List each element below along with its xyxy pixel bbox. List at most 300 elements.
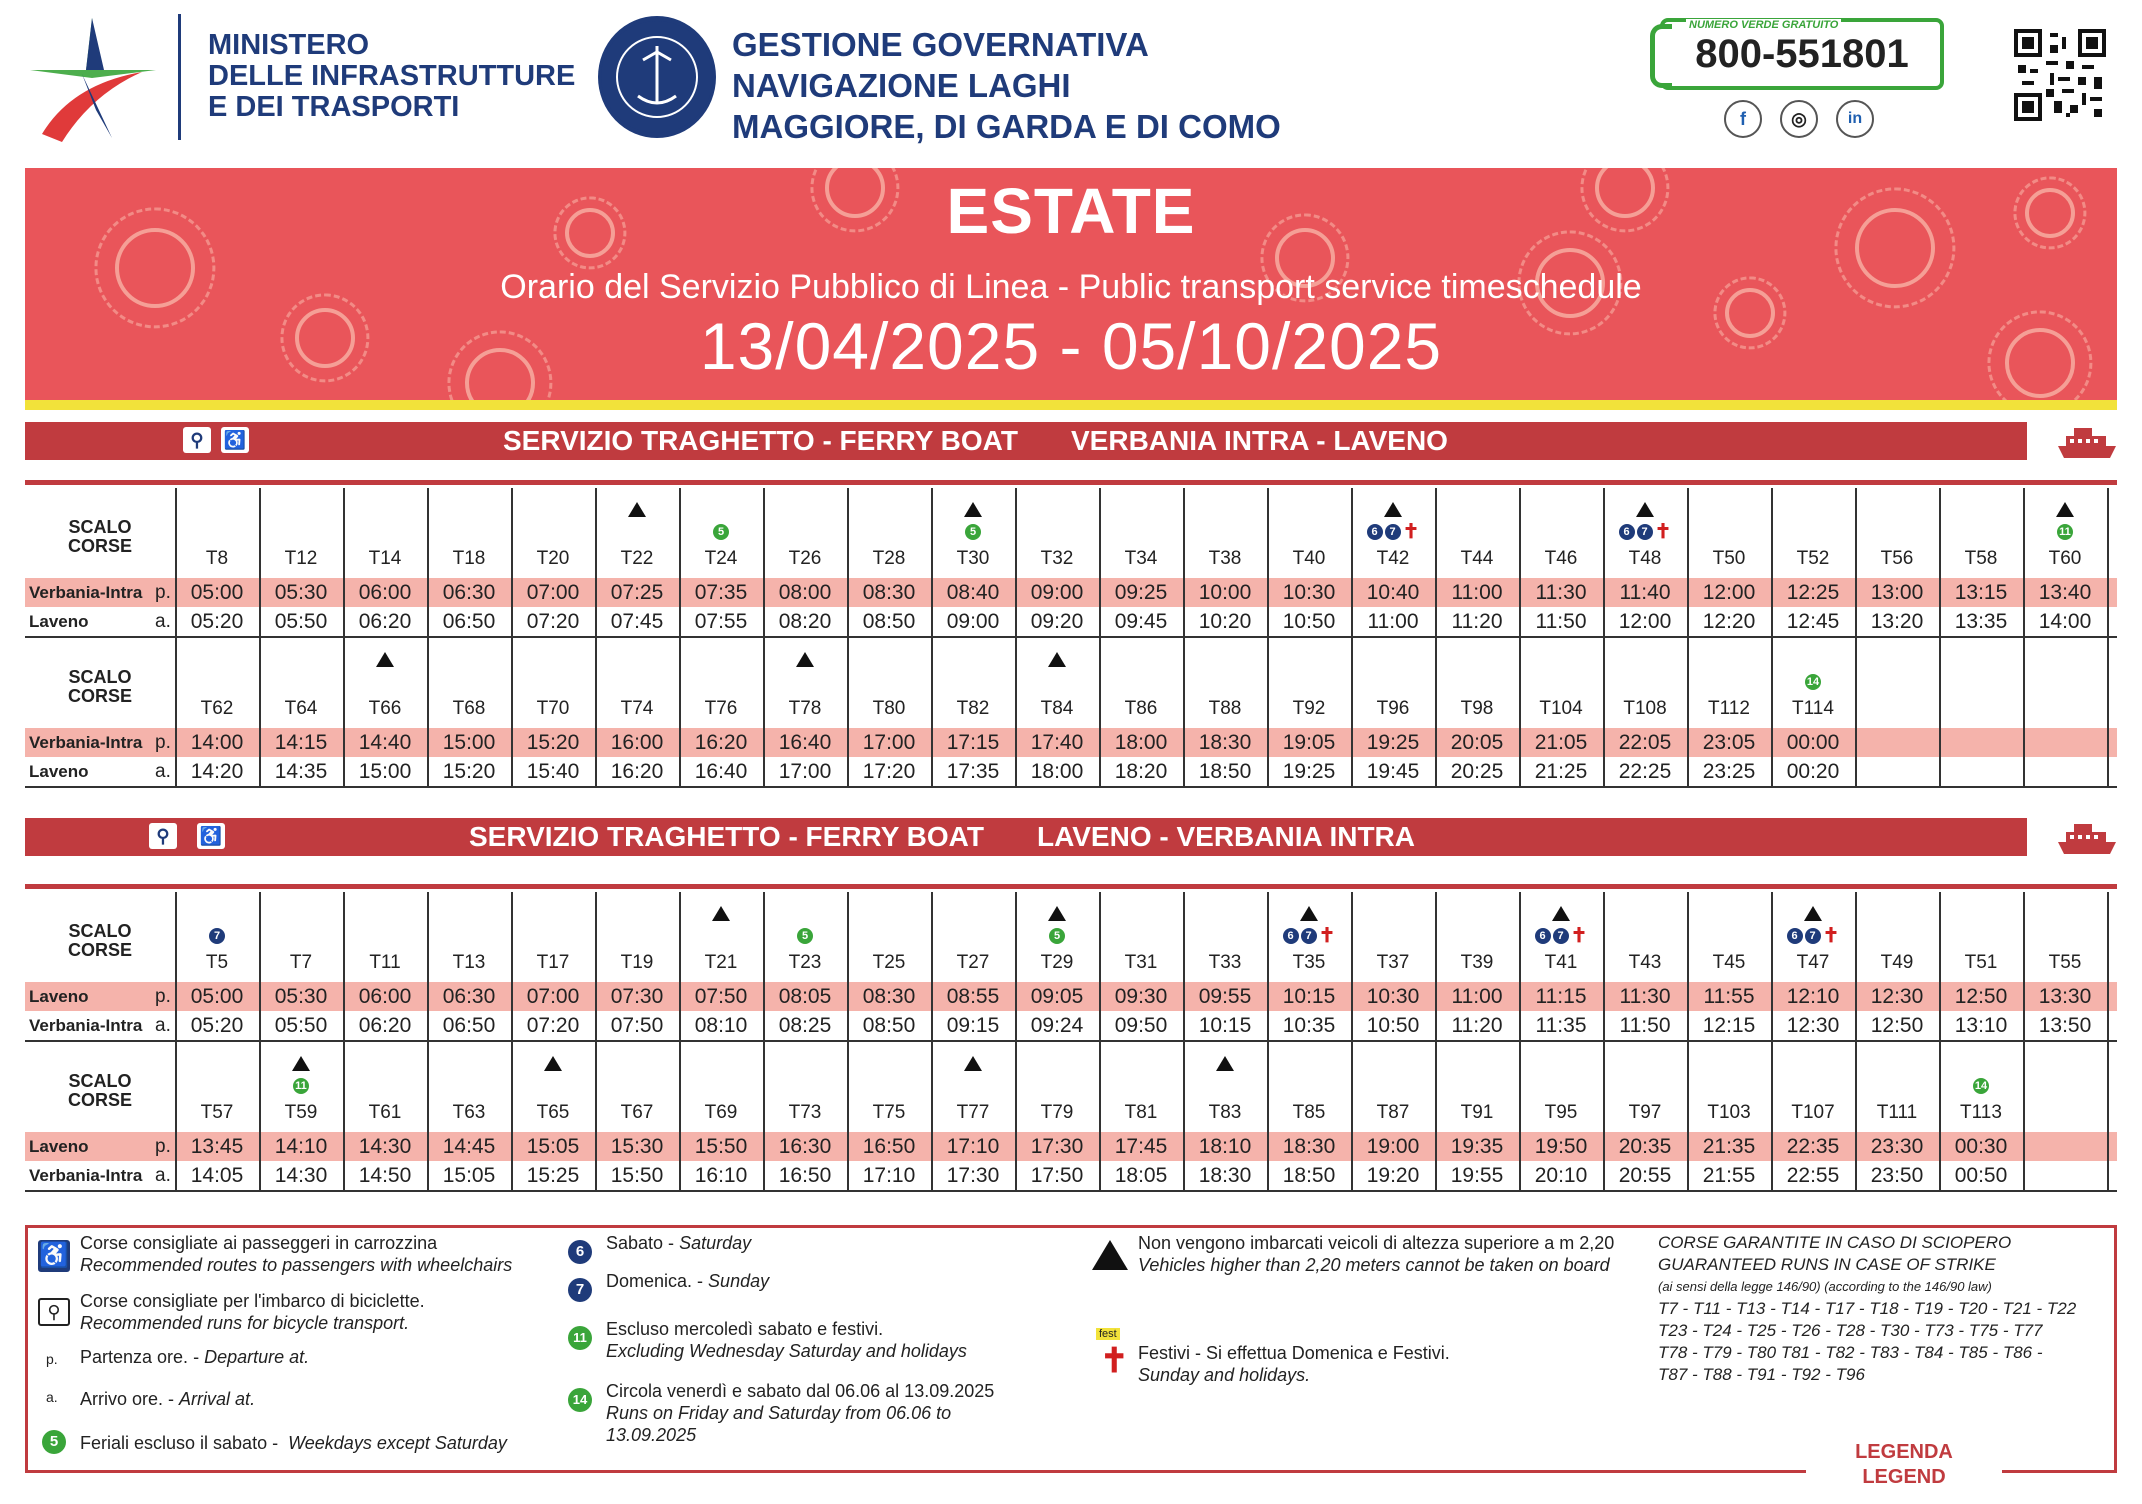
legend-weekdays-en: Weekdays except Saturday	[288, 1433, 507, 1453]
run-symbols	[1603, 652, 1687, 670]
run-symbols	[2023, 674, 2107, 692]
departure-time: 11:00	[1451, 985, 1503, 1008]
run-symbols	[1771, 1056, 1855, 1074]
run-symbols	[1939, 1056, 2023, 1074]
height-limit-triangle-icon	[712, 906, 730, 921]
run-code: T108	[1623, 698, 1667, 719]
run-symbols	[1687, 652, 1771, 670]
run-symbols	[847, 524, 931, 542]
banner-subtitle: Orario del Servizio Pubblico di Linea - Public transport service timeschedule	[500, 268, 1642, 306]
run-code: T27	[956, 952, 990, 973]
run-code: T21	[704, 952, 738, 973]
departure-flag: p.	[155, 986, 171, 1007]
run-code: T40	[1292, 548, 1326, 569]
departure-time	[2023, 728, 2107, 757]
run-code: T111	[1876, 1102, 1918, 1123]
run-symbols	[1771, 674, 1855, 692]
legend-fri-sat	[606, 1380, 1036, 1446]
height-limit-triangle-icon	[2056, 502, 2074, 517]
departure-time	[2023, 1132, 2107, 1161]
block-bottom-rule	[25, 1190, 2117, 1192]
scalo-corse-label	[25, 518, 175, 556]
strike-runs-2: T23 - T24 - T25 - T26 - T28 - T30 - T73 - T75 - T77	[1658, 1321, 2043, 1340]
toll-free-box[interactable]	[1660, 18, 1944, 90]
run-symbols	[763, 652, 847, 670]
run-symbols	[175, 1056, 259, 1074]
run-symbols	[343, 1078, 427, 1096]
arrival-row	[25, 1161, 2117, 1190]
run-symbols	[1603, 928, 1687, 946]
arrival-time: 06:20	[358, 610, 412, 633]
holiday-cross-icon: ✝	[1570, 925, 1588, 947]
excluded-11-icon: 11	[568, 1326, 592, 1350]
arrival-time: 14:30	[274, 1164, 328, 1187]
departure-flag: p.	[155, 582, 171, 603]
legend-holidays-it: Festivi - Si effettua Domenica e Festivi.	[1138, 1343, 1450, 1363]
run-symbols	[259, 906, 343, 924]
departure-time: 20:05	[1450, 731, 1504, 754]
run-symbols	[343, 524, 427, 542]
run-symbols	[1351, 652, 1435, 670]
departure-time: 15:30	[610, 1135, 664, 1158]
run-symbols	[847, 652, 931, 670]
strike-runs-4: T87 - T88 - T91 - T92 - T96	[1658, 1365, 1865, 1384]
arrival-time: 07:20	[526, 610, 580, 633]
run-symbols	[1099, 674, 1183, 692]
run-symbols	[175, 502, 259, 520]
legend-holidays-en: Sunday and holidays.	[1138, 1365, 1311, 1385]
run-symbols	[259, 1056, 343, 1074]
run-code: T41	[1544, 952, 1578, 973]
corse-label: CORSE	[67, 940, 132, 960]
departure-time: 07:00	[526, 985, 580, 1008]
arrival-time: 07:20	[526, 1014, 580, 1037]
departure-time: 16:50	[862, 1135, 916, 1158]
block-bottom-rule	[25, 636, 2117, 638]
run-symbols	[427, 652, 511, 670]
legend-arrival	[80, 1388, 255, 1410]
departure-time: 00:30	[1954, 1135, 2008, 1158]
run-symbols	[595, 1056, 679, 1074]
run-symbols	[1351, 502, 1435, 520]
run-code: T81	[1124, 1102, 1158, 1123]
arrival-time: 14:35	[274, 760, 328, 783]
run-symbols	[427, 502, 511, 520]
departure-time: 19:25	[1366, 731, 1420, 754]
departure-flag: p.	[155, 732, 171, 753]
run-symbols	[1771, 524, 1855, 542]
departure-time: 14:40	[358, 731, 412, 754]
run-code: T78	[788, 698, 822, 719]
run-code: T33	[1208, 952, 1242, 973]
height-limit-triangle-icon	[1048, 652, 1066, 667]
green-day-badge-icon: 11	[2057, 524, 2073, 540]
arrival-time: 15:05	[442, 1164, 496, 1187]
run-symbols	[1519, 652, 1603, 670]
weekend-badge-icon: 7	[1385, 524, 1401, 540]
departure-time: 14:15	[274, 731, 328, 754]
arrival-time: 06:50	[442, 1014, 496, 1037]
gestione-line-2: NAVIGAZIONE LAGHI	[732, 67, 1071, 104]
run-symbols	[847, 1078, 931, 1096]
column-divider	[2107, 488, 2109, 636]
fri-sat-14-icon: 14	[568, 1388, 592, 1412]
run-symbols	[1099, 1078, 1183, 1096]
run-symbols	[1603, 906, 1687, 924]
wheelchair-icon: ♿	[38, 1240, 70, 1272]
arrival-time: 19:20	[1366, 1164, 1420, 1187]
run-code: T97	[1628, 1102, 1662, 1123]
legend-departure-en: Departure at.	[204, 1347, 310, 1367]
run-code: T63	[452, 1102, 486, 1123]
run-code: T87	[1376, 1102, 1410, 1123]
arrival-time: 05:50	[274, 1014, 328, 1037]
run-code: T49	[1880, 952, 1914, 973]
run-symbols	[1771, 1078, 1855, 1096]
scalo-corse-label	[25, 668, 175, 706]
green-day-badge-icon: 5	[1049, 928, 1065, 944]
run-symbols	[259, 1078, 343, 1096]
run-symbols	[679, 674, 763, 692]
run-symbols	[1939, 524, 2023, 542]
navigazione-seal-logo	[598, 16, 716, 138]
run-symbols	[343, 652, 427, 670]
holiday-cross-icon: ✝	[1318, 925, 1336, 947]
arrival-time: 23:50	[1870, 1164, 1924, 1187]
run-code: T74	[620, 698, 654, 719]
arrival-time: 23:25	[1702, 760, 1756, 783]
section-service-title: SERVIZIO TRAGHETTO - FERRY BOAT	[469, 821, 984, 852]
departure-time: 05:00	[190, 581, 244, 604]
arrival-time: 15:25	[526, 1164, 580, 1187]
run-symbols	[1351, 674, 1435, 692]
arrival-station: Verbania-Intra	[29, 1166, 143, 1185]
run-symbols	[1267, 906, 1351, 924]
arrival-time: 11:50	[1619, 1014, 1671, 1037]
run-symbols	[175, 674, 259, 692]
run-symbols	[679, 652, 763, 670]
run-code: T28	[872, 548, 906, 569]
scalo-corse-label	[25, 1072, 175, 1110]
arrival-time: 18:20	[1114, 760, 1168, 783]
run-symbols	[1939, 652, 2023, 670]
run-code: T38	[1208, 548, 1242, 569]
run-symbols	[931, 1056, 1015, 1074]
run-code: T26	[788, 548, 822, 569]
arrival-time: 08:25	[778, 1014, 832, 1037]
arrival-time: 16:50	[778, 1164, 832, 1187]
run-symbols	[763, 928, 847, 946]
departure-time: 11:00	[1451, 581, 1503, 604]
weekend-badge-icon: 6	[1367, 524, 1383, 540]
phone-number[interactable]: 800-551801	[1695, 32, 1909, 76]
toll-free-label: NUMERO VERDE GRATUITO	[1686, 19, 1841, 31]
run-symbols	[679, 1078, 763, 1096]
arrival-time: 11:50	[1535, 610, 1587, 633]
run-symbols	[931, 674, 1015, 692]
run-symbols	[1267, 524, 1351, 542]
section-bar-intra-laveno	[25, 422, 2027, 460]
departure-time: 06:30	[442, 581, 496, 604]
weekend-badge-icon: 6	[1619, 524, 1635, 540]
run-code: T76	[704, 698, 738, 719]
run-symbols	[931, 906, 1015, 924]
departure-time: 23:05	[1702, 731, 1756, 754]
qr-code[interactable]	[2014, 26, 2106, 124]
run-symbols	[1939, 674, 2023, 692]
departure-time: 18:10	[1198, 1135, 1252, 1158]
run-symbols	[763, 524, 847, 542]
run-code: T64	[284, 698, 318, 719]
run-code: T34	[1124, 548, 1158, 569]
arrival-time: 12:20	[1702, 610, 1756, 633]
run-symbols	[511, 1078, 595, 1096]
run-symbols	[595, 928, 679, 946]
arrival-row	[25, 607, 2117, 636]
legend-excluded-en: Excluding Wednesday Saturday and holidays	[606, 1341, 967, 1361]
run-code: T77	[956, 1102, 990, 1123]
weekend-badge-icon: 7	[1553, 928, 1569, 944]
scalo-label: SCALO	[68, 921, 132, 941]
instagram-icon[interactable]: ◎	[1780, 100, 1818, 138]
run-code: T92	[1292, 698, 1326, 719]
run-code: T59	[284, 1102, 318, 1123]
run-symbols	[1435, 652, 1519, 670]
legend-sunday-en: Sunday	[708, 1271, 770, 1291]
departure-flag: p.	[155, 1136, 171, 1157]
departure-row	[25, 728, 2117, 757]
departure-time: 18:30	[1282, 1135, 1336, 1158]
arrival-time: 12:30	[1786, 1014, 1840, 1037]
departure-time: 12:50	[1954, 985, 2008, 1008]
run-symbols	[1015, 674, 1099, 692]
departure-time: 10:15	[1282, 985, 1336, 1008]
run-symbols	[595, 502, 679, 520]
run-code: T5	[205, 952, 229, 973]
legend-wheelchair-en: Recommended routes to passengers with wheelchairs	[80, 1255, 513, 1275]
departure-time: 09:05	[1030, 985, 1084, 1008]
arrival-time: 08:50	[862, 610, 916, 633]
departure-time: 13:15	[1954, 581, 2008, 604]
departure-time: 00:00	[1786, 731, 1840, 754]
ministry-star-logo	[22, 14, 162, 144]
strike-runs-1: T7 - T11 - T13 - T14 - T17 - T18 - T19 - T20 - T21 - T22	[1658, 1299, 2077, 1318]
run-code: T75	[872, 1102, 906, 1123]
run-symbols	[1015, 906, 1099, 924]
run-symbols	[1855, 524, 1939, 542]
run-symbols	[175, 524, 259, 542]
run-code: T11	[369, 952, 401, 973]
run-code: T39	[1460, 952, 1494, 973]
arrival-time: 11:35	[1535, 1014, 1587, 1037]
arrival-time: 13:50	[2038, 1014, 2092, 1037]
legend-bicycle	[80, 1290, 425, 1334]
timetable-laveno-intra	[25, 892, 2117, 1192]
section-rule	[25, 884, 2117, 889]
arrival-time: 09:45	[1114, 610, 1168, 633]
departure-time: 11:40	[1619, 581, 1671, 604]
run-symbols	[595, 906, 679, 924]
legend-bicycle-it: Corse consigliate per l'imbarco di biciclette.	[80, 1291, 425, 1311]
fest-tag: fest	[1096, 1328, 1120, 1340]
run-symbols	[1939, 502, 2023, 520]
run-symbols	[343, 502, 427, 520]
legend-holidays	[1138, 1342, 1450, 1386]
legend-saturday	[606, 1232, 751, 1254]
arrival-time: 09:50	[1114, 1014, 1168, 1037]
departure-time: 08:30	[862, 581, 916, 604]
corse-label: CORSE	[67, 1090, 132, 1110]
departure-time: 18:00	[1114, 731, 1168, 754]
legend-weekdays	[80, 1432, 507, 1454]
departure-time: 11:15	[1535, 985, 1587, 1008]
run-symbols	[1183, 928, 1267, 946]
green-day-badge-icon: 5	[797, 928, 813, 944]
run-symbols	[175, 906, 259, 924]
arrival-time: 15:20	[442, 760, 496, 783]
arrival-time: 12:45	[1786, 610, 1840, 633]
run-symbols	[595, 674, 679, 692]
legend-departure	[80, 1346, 309, 1368]
departure-time: 17:30	[1030, 1135, 1084, 1158]
run-symbols	[1519, 674, 1603, 692]
arrival-time: 16:40	[694, 760, 748, 783]
run-symbols	[1267, 1078, 1351, 1096]
arrival-time: 10:50	[1366, 1014, 1420, 1037]
weekend-badge-icon: 6	[1283, 928, 1299, 944]
run-symbols	[1435, 1078, 1519, 1096]
run-symbols	[1519, 524, 1603, 542]
legend-bicycle-en: Recommended runs for bicycle transport.	[80, 1313, 410, 1333]
run-symbols	[763, 502, 847, 520]
run-symbols	[1687, 906, 1771, 924]
scalo-label: SCALO	[68, 517, 132, 537]
run-code: T61	[368, 1102, 402, 1123]
departure-time: 07:35	[694, 581, 748, 604]
departure-station: Verbania-Intra	[29, 583, 143, 602]
run-code: T82	[956, 698, 990, 719]
run-symbols	[763, 1078, 847, 1096]
run-code: T23	[788, 952, 822, 973]
run-symbols	[1519, 906, 1603, 924]
arrival-time: 17:10	[862, 1164, 916, 1187]
run-symbols	[511, 928, 595, 946]
green-day-badge-icon: 11	[293, 1078, 309, 1094]
run-code: T62	[200, 698, 234, 719]
block-bottom-rule	[25, 1040, 2117, 1042]
arrival-time: 20:25	[1450, 760, 1504, 783]
run-code: T113	[1960, 1102, 2002, 1123]
run-code: T80	[872, 698, 906, 719]
run-symbols	[259, 674, 343, 692]
legend-p-key: p.	[46, 1351, 58, 1367]
run-symbols	[931, 524, 1015, 542]
departure-time: 11:55	[1703, 985, 1755, 1008]
bicycle-icon: ⚲	[38, 1298, 70, 1326]
run-symbols	[847, 1056, 931, 1074]
run-symbols	[595, 524, 679, 542]
run-code: T32	[1040, 548, 1074, 569]
run-symbols	[427, 1078, 511, 1096]
run-symbols	[1015, 1078, 1099, 1096]
departure-time: 19:50	[1534, 1135, 1588, 1158]
legend-height-en: Vehicles higher than 2,20 meters cannot be taken on board	[1138, 1255, 1610, 1275]
run-symbols	[931, 652, 1015, 670]
run-code: T103	[1707, 1102, 1751, 1123]
run-code: T24	[704, 548, 738, 569]
run-code: T98	[1460, 698, 1494, 719]
arrival-time: 12:50	[1870, 1014, 1924, 1037]
run-symbols	[1603, 521, 1687, 543]
legend-fri-sat-it: Circola venerdì e sabato dal 06.06 al 13.09.2025	[606, 1381, 995, 1401]
arrival-time: 06:20	[358, 1014, 412, 1037]
run-symbols	[1183, 1078, 1267, 1096]
run-code: T112	[1708, 698, 1750, 719]
facebook-icon[interactable]: f	[1724, 100, 1762, 138]
run-symbols	[2023, 524, 2107, 542]
departure-time: 20:35	[1618, 1135, 1672, 1158]
height-limit-triangle-icon	[796, 652, 814, 667]
run-symbols	[1687, 1056, 1771, 1074]
run-symbols	[1099, 906, 1183, 924]
run-symbols	[175, 928, 259, 946]
run-symbols	[1183, 1056, 1267, 1074]
arrival-time: 10:35	[1282, 1014, 1336, 1037]
run-symbols	[1855, 502, 1939, 520]
legend-departure-it: Partenza ore. -	[80, 1347, 200, 1367]
arrival-time: 10:50	[1282, 610, 1336, 633]
block-bottom-rule	[25, 786, 2117, 788]
arrival-row	[25, 1011, 2117, 1040]
legend-saturday-it: Sabato -	[606, 1233, 675, 1253]
run-symbols	[1351, 521, 1435, 543]
run-code: T83	[1208, 1102, 1242, 1123]
section-bar-laveno-intra	[25, 818, 2027, 856]
arrival-time: 19:25	[1282, 760, 1336, 783]
run-symbols	[1015, 524, 1099, 542]
run-code: T47	[1796, 952, 1830, 973]
header	[0, 0, 2142, 165]
arrival-time	[2023, 757, 2107, 786]
arrival-time: 05:20	[190, 1014, 244, 1037]
arrival-time	[1855, 757, 1939, 786]
run-code: T45	[1712, 952, 1746, 973]
run-code: T84	[1040, 698, 1074, 719]
linkedin-icon[interactable]: in	[1836, 100, 1874, 138]
run-symbols	[1519, 1056, 1603, 1074]
run-symbols	[1099, 502, 1183, 520]
run-code: T30	[956, 548, 990, 569]
legend-sunday	[606, 1270, 769, 1292]
arrival-time: 18:00	[1030, 760, 1084, 783]
departure-time: 06:00	[358, 581, 412, 604]
arrival-time: 16:20	[610, 760, 664, 783]
arrival-time: 17:50	[1030, 1164, 1084, 1187]
arrival-time: 07:55	[694, 610, 748, 633]
run-symbols	[1183, 674, 1267, 692]
departure-time: 08:00	[778, 581, 832, 604]
departure-time: 17:15	[946, 731, 1000, 754]
ministry-line-3: E DEI TRASPORTI	[208, 91, 460, 123]
run-code: T114	[1792, 698, 1834, 719]
run-code: T51	[1964, 952, 1998, 973]
run-symbols	[511, 906, 595, 924]
arrival-time: 15:40	[526, 760, 580, 783]
run-symbols	[679, 502, 763, 520]
arrival-flag: a.	[155, 1015, 171, 1036]
height-limit-triangle-icon	[628, 502, 646, 517]
run-symbols	[1519, 925, 1603, 947]
